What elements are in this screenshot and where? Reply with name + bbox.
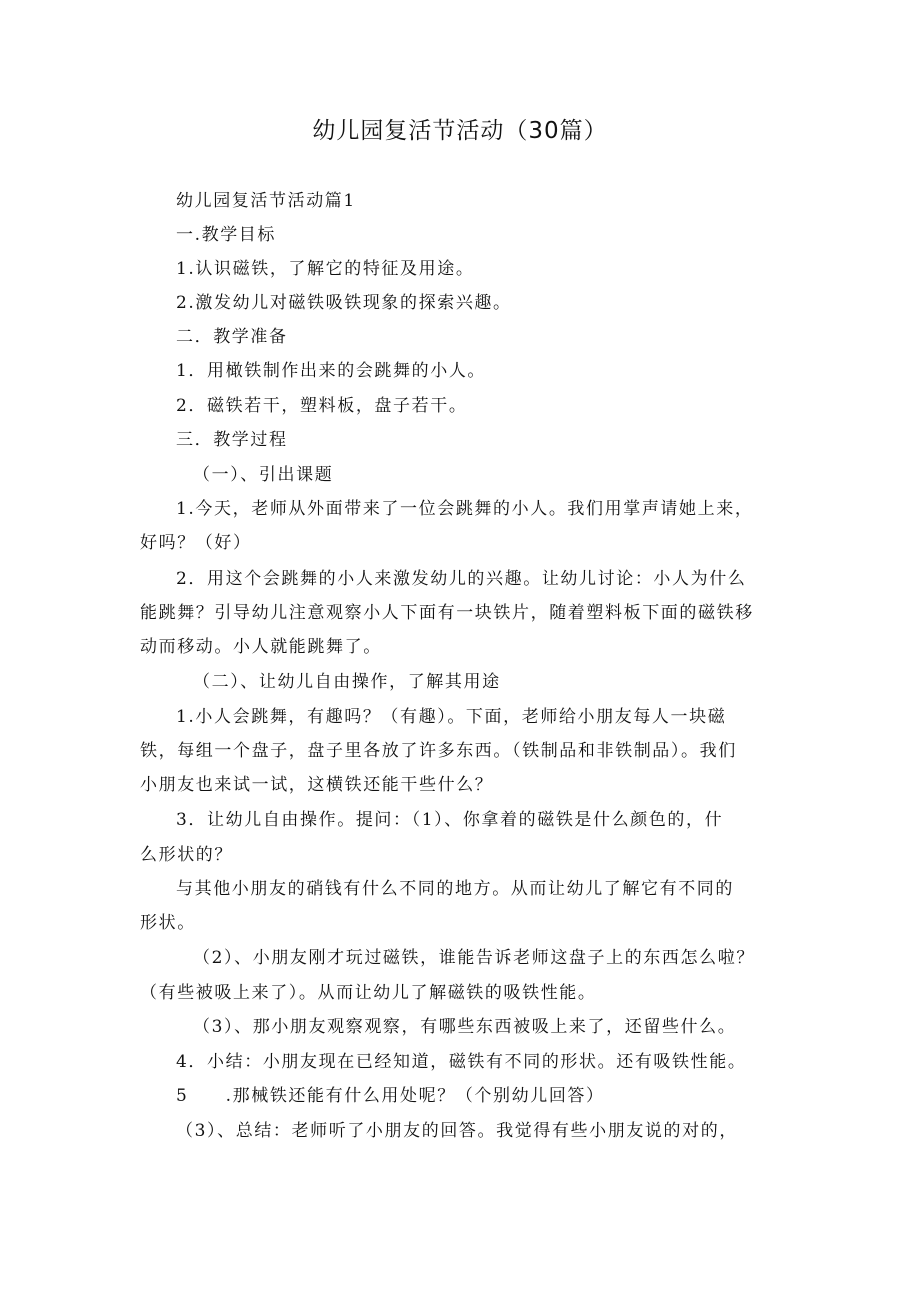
paragraph-line: 5 .那械铁还能有什么用处呢？（个别幼儿回答）	[176, 1086, 605, 1106]
heading-process: 三．教学过程	[176, 430, 288, 450]
heading-preparation: 二．教学准备	[176, 327, 288, 347]
paragraph-line: 能跳舞？引导幼儿注意观察小人下面有一块铁片，随着塑料板下面的磁铁移	[140, 603, 754, 623]
subheading-operation: （二）、让幼儿自由操作，了解其用途	[193, 672, 501, 692]
paragraph-line: 2．用这个会跳舞的小人来激发幼儿的兴趣。让幼儿讨论：小人为什么	[176, 569, 747, 589]
paragraph-line: 2．磁铁若干，塑料板，盘子若干。	[176, 396, 468, 416]
paragraph-line: 好吗？（好）	[140, 533, 252, 553]
heading-objectives: 一.教学目标	[176, 225, 277, 245]
paragraph-line: 形状。	[140, 913, 196, 933]
paragraph-line: 2.激发幼儿对磁铁吸铁现象的探索兴趣。	[176, 293, 512, 313]
paragraph-line: 1.认识磁铁，了解它的特征及用途。	[176, 259, 475, 279]
subheading-intro: （一）、引出课题	[193, 465, 334, 485]
paragraph-line: 1.今天，老师从外面带来了一位会跳舞的小人。我们用掌声请她上来，	[176, 499, 754, 519]
paragraph-line: （2）、小朋友刚才玩过磁铁，谁能告诉老师这盘子上的东西怎么啦？	[193, 948, 755, 968]
paragraph-line: 3．让幼儿自由操作。提问：（1）、你拿着的磁铁是什么颜色的，什	[176, 810, 724, 830]
paragraph-line: 小朋友也来试一试，这横铁还能干些什么？	[140, 775, 494, 795]
paragraph-line: 么形状的？	[140, 845, 233, 865]
document-title: 幼儿园复活节活动（30篇）	[312, 118, 608, 144]
paragraph-line: （3）、那小朋友观察观察，有哪些东西被吸上来了，还留些什么。	[193, 1017, 737, 1037]
paragraph-line: 1．用橄铁制作出来的会跳舞的小人。	[176, 361, 487, 381]
paragraph-line: 铁，每组一个盘子，盘子里各放了许多东西。（铁制品和非铁制品）。我们	[140, 741, 737, 761]
section-heading: 幼儿园复活节活动篇1	[176, 191, 356, 211]
paragraph-line: （有些被吸上来了）。从而让幼儿了解磁铁的吸铁性能。	[140, 983, 597, 1003]
paragraph-line: 4．小结：小朋友现在已经知道，磁铁有不同的形状。还有吸铁性能。	[176, 1052, 747, 1072]
paragraph-line: 与其他小朋友的硝钱有什么不同的地方。从而让幼儿了解它有不同的	[176, 879, 734, 899]
paragraph-line: 1.小人会跳舞，有趣吗？（有趣）。下面，老师给小朋友每人一块磁	[176, 707, 727, 727]
paragraph-line: 动而移动。小人就能跳舞了。	[140, 637, 382, 657]
paragraph-line: （3）、总结：老师听了小朋友的回答。我觉得有些小朋友说的对的，	[176, 1121, 738, 1141]
